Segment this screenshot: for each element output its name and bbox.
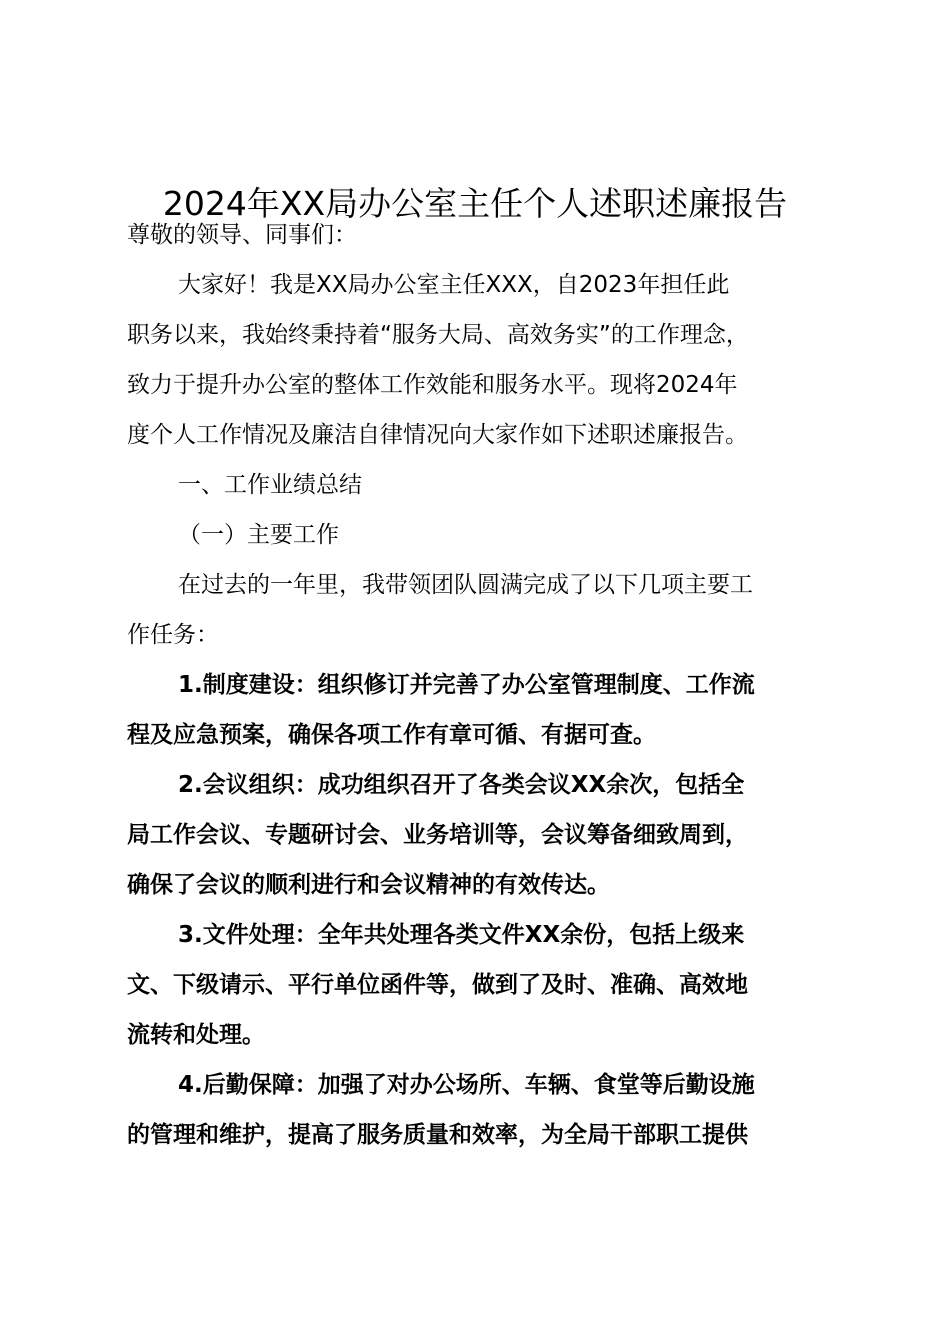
document-title: 2024年XX局办公室主任个人述职述廉报告 (162, 184, 788, 223)
item-2-line-1: 2.会议组织：成功组织召开了各类会议XX余次，包括全 (178, 772, 745, 798)
item-2-line-3: 确保了会议的顺利进行和会议精神的有效传达。 (127, 872, 610, 898)
intro-line-3: 致力于提升办公室的整体工作效能和服务水平。现将2024年 (127, 372, 738, 398)
item-1-line-2: 程及应急预案，确保各项工作有章可循、有据可查。 (127, 722, 656, 748)
item-1-line-1: 1.制度建设：组织修订并完善了办公室管理制度、工作流 (178, 672, 755, 698)
item-2-line-2: 局工作会议、专题研讨会、业务培训等，会议筹备细致周到， (127, 822, 748, 848)
item-3-line-3: 流转和处理。 (127, 1022, 265, 1048)
intro-line-1: 大家好！我是XX局办公室主任XXX，自2023年担任此 (178, 272, 730, 298)
subsection-heading: （一）主要工作 (178, 522, 339, 548)
intro-line-2: 职务以来，我始终秉持着“服务大局、高效务实”的工作理念， (127, 322, 749, 348)
item-4-line-1: 4.后勤保障：加强了对办公场所、车辆、食堂等后勤设施 (178, 1072, 755, 1098)
document-body (127, 210, 837, 1160)
tasks-intro-line-2: 作任务： (127, 622, 219, 648)
tasks-intro-line-1: 在过去的一年里，我带领团队圆满完成了以下几项主要工 (178, 572, 753, 598)
intro-line-4: 度个人工作情况及廉洁自律情况向大家作如下述职述廉报告。 (127, 422, 748, 448)
item-4-line-2: 的管理和维护，提高了服务质量和效率，为全局干部职工提供 (127, 1122, 748, 1148)
item-3-line-2: 文、下级请示、平行单位函件等，做到了及时、准确、高效地 (127, 972, 748, 998)
salutation: 尊敬的领导、同事们： (127, 222, 357, 248)
section-heading: 一、工作业绩总结 (178, 472, 362, 498)
item-3-line-1: 3.文件处理：全年共处理各类文件XX余份，包括上级来 (178, 922, 745, 948)
